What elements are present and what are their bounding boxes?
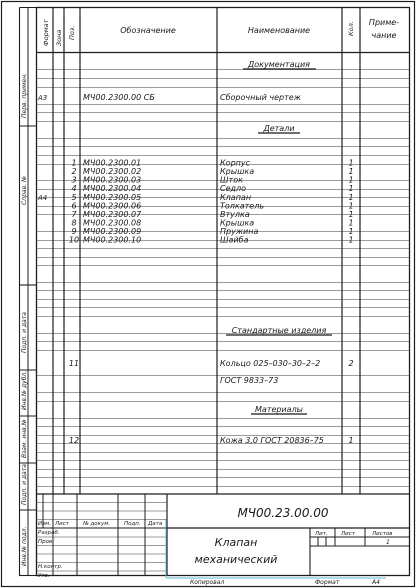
section-materials: Материалы xyxy=(255,405,303,414)
doc-row xyxy=(37,93,302,102)
side-sign-date-1: Подп. и дата xyxy=(21,312,28,353)
part-name: Крышка xyxy=(220,167,255,177)
part-name: Шайба xyxy=(220,235,249,245)
header-designation: Обозначение xyxy=(120,26,176,35)
section-documentation: Документация xyxy=(248,60,310,69)
tb-col-izm: Изм. xyxy=(38,521,51,527)
part-qty: 1 xyxy=(348,235,354,245)
part-name: Втулка xyxy=(220,209,250,219)
part-pos: 9 xyxy=(71,226,77,236)
part-qty: 1 xyxy=(348,184,354,194)
part-designation: МЧ00.2300.01 xyxy=(83,158,142,168)
sheet-footer xyxy=(190,579,380,586)
tb-utv: Утв. xyxy=(38,573,50,579)
part-qty: 1 xyxy=(348,192,354,202)
spec-header xyxy=(42,18,399,46)
part-qty: 1 xyxy=(348,218,354,228)
standard-qty: 2 xyxy=(348,359,354,368)
section-standard: Стандартные изделия xyxy=(231,326,327,335)
doc-name: Сборочный чертеж xyxy=(220,93,301,102)
part-designation: МЧ00.2300.03 xyxy=(83,175,142,185)
tb-designation: МЧ00.23.00.00 xyxy=(237,506,329,520)
tb-razrab: Разраб. xyxy=(38,530,60,536)
side-ref-no: Справ. № xyxy=(21,175,28,205)
part-pos: 6 xyxy=(71,201,77,211)
side-inv-orig: Инв.№ подл. xyxy=(21,526,28,566)
tb-prov: Пров. xyxy=(38,539,54,545)
header-format: Формат xyxy=(42,19,50,46)
part-name: Шток xyxy=(220,175,243,185)
part-designation: МЧ00.2300.06 xyxy=(83,201,142,211)
part-pos: 10 xyxy=(68,235,80,245)
part-pos: 5 xyxy=(71,192,77,202)
side-labels xyxy=(21,73,28,566)
part-designation: МЧ00.2300.09 xyxy=(83,226,142,236)
tb-col-date: Дата xyxy=(148,521,163,527)
tb-col-list: Лист xyxy=(55,521,69,527)
part-name: Седло xyxy=(220,184,247,194)
section-parts: Детали xyxy=(263,124,295,133)
header-note-line2: чание xyxy=(371,31,397,40)
footer-format-val: А4 xyxy=(372,579,380,586)
part-qty: 1 xyxy=(348,158,354,168)
part-format: А4 xyxy=(38,193,48,202)
tb-col-sign: Подп. xyxy=(124,521,141,527)
part-pos: 3 xyxy=(71,175,77,185)
standard-name-line2: ГОСТ 9833–73 xyxy=(220,376,279,385)
part-designation: МЧ00.2300.05 xyxy=(83,192,142,202)
side-inv-dup: Инв.№ дубл. xyxy=(21,370,28,410)
tb-nkontr: Н.контр. xyxy=(38,564,63,570)
part-name: Пружина xyxy=(220,226,259,236)
tb-lit: Лит. xyxy=(315,531,328,537)
footer-format: Формат xyxy=(315,579,340,586)
part-pos: 1 xyxy=(71,158,77,168)
side-sign-date-2: Подп. и дата xyxy=(21,464,28,505)
part-designation: МЧ00.2300.07 xyxy=(83,209,142,219)
header-pos: Поз. xyxy=(68,25,76,40)
part-pos: 2 xyxy=(71,167,77,177)
header-note-line1: Приме- xyxy=(368,18,400,27)
part-name: Крышка xyxy=(220,218,255,228)
part-name: Толкатель xyxy=(220,201,265,211)
standard-row xyxy=(69,359,354,385)
part-qty: 1 xyxy=(348,209,354,219)
part-qty: 1 xyxy=(348,175,354,185)
doc-format: А3 xyxy=(38,94,48,102)
header-zone: Зона xyxy=(55,29,63,46)
standard-pos: 11 xyxy=(68,359,80,368)
part-designation: МЧ00.2300.10 xyxy=(83,235,142,245)
title-block xyxy=(38,506,393,579)
tb-listov-val: 1 xyxy=(386,539,390,546)
doc-designation: МЧ00.2300.00 СБ xyxy=(83,93,155,102)
header-name: Наименование xyxy=(247,26,311,35)
side-first-use: Перв. примен. xyxy=(21,72,28,118)
part-designation: МЧ00.2300.08 xyxy=(83,218,142,228)
material-pos: 12 xyxy=(68,436,80,445)
side-replace-inv: Взам. инв.№ xyxy=(21,419,28,458)
part-name: Корпус xyxy=(220,158,251,168)
part-designation: МЧ00.2300.04 xyxy=(83,184,142,194)
tb-col-docno: № докум. xyxy=(83,521,111,527)
part-qty: 1 xyxy=(348,167,354,177)
footer-copied: Копировал xyxy=(190,579,225,586)
part-name: Клапан xyxy=(220,192,252,202)
tb-list: Лист xyxy=(341,531,355,537)
header-qty: Кол. xyxy=(347,21,355,36)
part-designation: МЧ00.2300.02 xyxy=(83,167,142,177)
material-qty: 1 xyxy=(348,436,354,445)
standard-name-line1: Кольцо 025–030–30–2–2 xyxy=(220,359,321,368)
tb-title-line2: механический xyxy=(194,553,278,566)
part-qty: 1 xyxy=(348,201,354,211)
tb-title-line1: Клапан xyxy=(214,536,258,549)
part-pos: 8 xyxy=(71,218,77,228)
part-pos: 4 xyxy=(71,184,77,194)
part-qty: 1 xyxy=(348,226,354,236)
part-pos: 7 xyxy=(71,209,77,219)
tb-listov: Листов xyxy=(372,531,393,537)
material-name: Кожа 3,0 ГОСТ 20836–75 xyxy=(220,436,324,445)
